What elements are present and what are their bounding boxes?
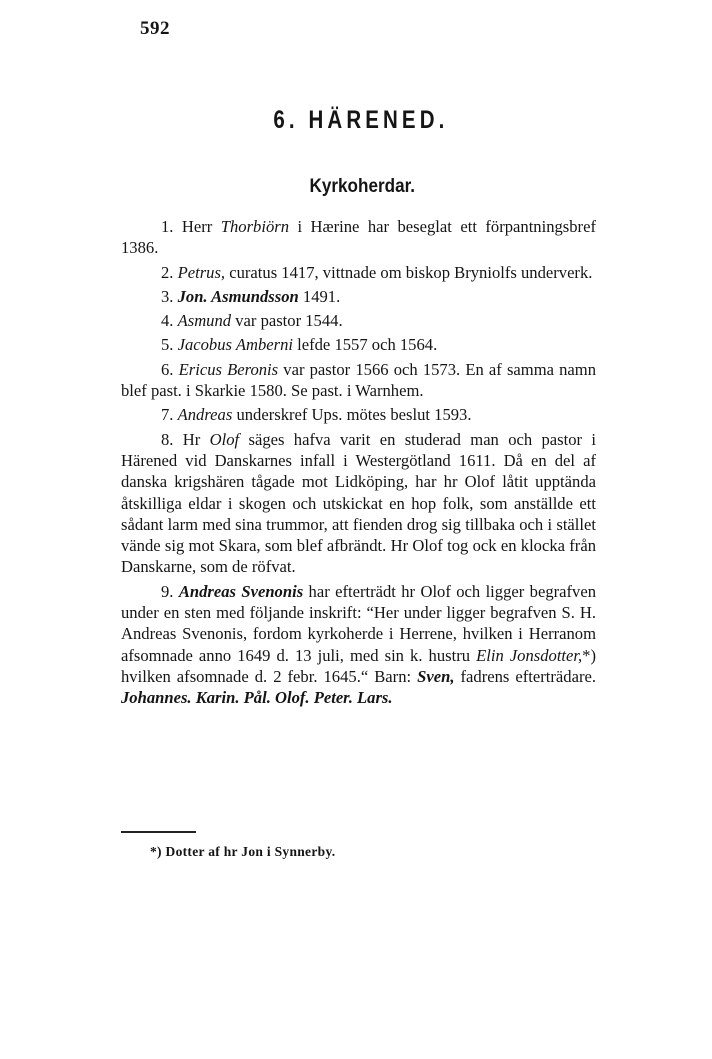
person-name: Thorbiörn (220, 217, 290, 236)
entry-2: 2. Petrus, curatus 1417, vittnade om biskop Bryniolfs underverk. (161, 262, 593, 282)
section-heading: 6. HÄRENED. (273, 106, 449, 134)
entry-7: 7. Andreas underskref Ups. mötes beslut 1593. (161, 405, 472, 425)
children-names: Sven, (417, 666, 455, 686)
entry-3: 3. Jon. Asmundsson 1491. (161, 286, 341, 306)
entry-9: 9. Andreas Svenonis har efterträdt hr Olof och ligger begrafven under en sten med följande inskrift: “Her under ligger begrafven S. H. Andreas Svenonis, fordom kyrkoherde i Herrene, hvilken i Herranom afsomnade anno 1649 d. 13 juli, med sin k. hustru Elin Jonsdotter,*) hvilken afsomnade d. 2 febr. 1645.“ Barn: Sven, fadrens efterträdare. Johannes. Karin. Pål. Olof. Peter. Lars. (121, 581, 596, 708)
person-name: Petrus, (177, 262, 226, 282)
person-name: Jacobus Amberni (177, 335, 293, 355)
person-name: Andreas (177, 405, 233, 425)
page-number: 592 (140, 18, 170, 39)
children-names: Johannes. Karin. Pål. Olof. Peter. Lars. (121, 688, 393, 708)
entry-8: 8. Hr Olof säges hafva varit en studerad man och pastor i Härened vid Danskarnes infall i Westergötland 1611. Då en del af danska krigshären tågade mot Lidköping, har hr Olof låtit upptända åtskilliga eldar i skogen och utskickat en hop folk, som anställde ett sådant larm med sina trummor, att fienden drog sig tillbaka och i stället vände sig mot Skara, som blef afbrändt. Hr Olof tog ock en klocka från Danskarne, som de röfvat. (121, 429, 596, 577)
person-name: Andreas Svenonis (178, 581, 304, 601)
person-name: Asmund (177, 311, 232, 331)
subheading: Kyrkoherdar. (309, 176, 416, 197)
entry-5: 5. Jacobus Amberni lefde 1557 och 1564. (161, 335, 438, 355)
person-name: Jon. Asmundsson (177, 286, 299, 306)
footnote: *) Dotter af hr Jon i Synnerby. (150, 844, 336, 859)
entry-4: 4. Asmund var pastor 1544. (161, 311, 343, 331)
person-name: Elin Jonsdotter, (476, 645, 583, 665)
entry-6: 6. Ericus Beronis var pastor 1566 och 1573. En af samma namn blef past. i Skarkie 1580. Se past. i Warnhem. (121, 359, 596, 401)
footnote-divider (121, 831, 196, 833)
body-text (121, 216, 596, 709)
person-name: Olof (209, 429, 240, 449)
entry-1: 1. Herr Thorbiörn i Hærine har beseglat ett förpantningsbref 1386. (121, 217, 596, 258)
person-name: Ericus Beronis (178, 359, 279, 379)
